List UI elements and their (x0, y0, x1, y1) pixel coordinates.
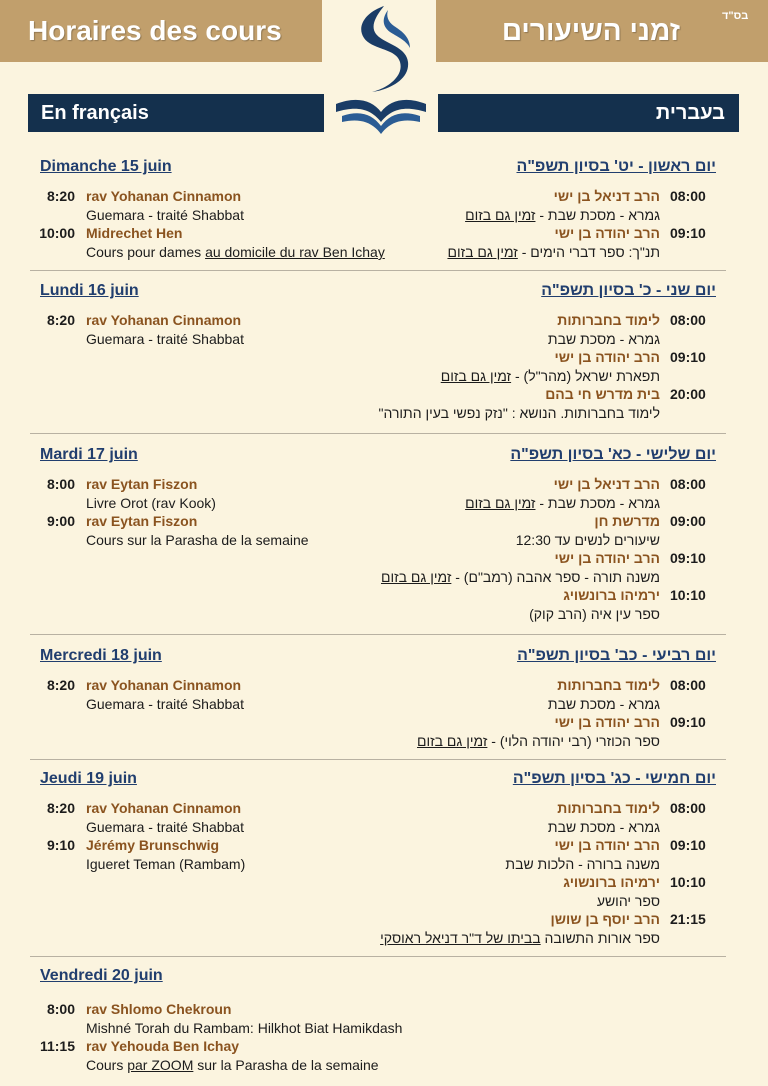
course-desc: Guemara - traité Shabbat (86, 696, 244, 712)
header-title-fr: Horaires des cours (0, 0, 322, 62)
course-time: 08:00 (670, 476, 706, 492)
course-desc: Mishné Torah du Rambam: Hilkhot Biat Hamikdash (86, 1020, 403, 1036)
course-time: 8:20 (46, 312, 75, 328)
course-time: 08:00 (670, 677, 706, 693)
course-teacher: הרב יהודה בן ישי (554, 714, 660, 730)
course-time: 9:00 (46, 513, 75, 529)
course-time: 09:10 (670, 714, 706, 730)
day-title-fr: Mardi 17 juin (40, 446, 138, 463)
course-teacher: בית מדרש חי בהם (545, 386, 660, 402)
course-desc: Cours sur la Parasha de la semaine (86, 532, 309, 548)
course-desc: ספר אורות התשובה בביתו של ד"ר דניאל ראוסקי (380, 930, 660, 946)
course-time: 9:10 (46, 837, 75, 853)
zoom-link[interactable]: זמין גם בזום (465, 207, 536, 223)
day-block-monday (0, 282, 768, 432)
course-time: 8:20 (46, 800, 75, 816)
day-title-fr: Vendredi 20 juin (40, 967, 163, 984)
course-teacher: rav Shlomo Chekroun (86, 1001, 232, 1017)
course-desc: תנ"ך: ספר דברי הימים - זמין גם בזום (447, 244, 660, 260)
logo-icon (326, 0, 436, 140)
lang-bar-he: בעברית (438, 94, 739, 132)
zoom-link[interactable]: זמין גם בזום (380, 569, 452, 585)
course-time: 8:20 (46, 188, 75, 204)
course-time: 10:10 (670, 587, 706, 603)
course-time: 09:10 (670, 225, 706, 241)
course-desc: גמרא - מסכת שבת - זמין גם בזום (465, 207, 660, 223)
course-teacher: rav Eytan Fiszon (86, 513, 198, 529)
day-title-he: יום שלישי - כא' בסיון תשפ"ה (510, 446, 716, 463)
course-teacher: rav Yohanan Cinnamon (86, 677, 242, 693)
zoom-link[interactable]: זמין גם בזום (417, 733, 488, 749)
course-desc: שיעורים לנשים עד 12:30 (515, 532, 660, 548)
day-block-tuesday (0, 446, 768, 632)
day-title-fr: Dimanche 15 juin (40, 158, 172, 175)
course-teacher: לימוד בחברותות (557, 312, 660, 328)
course-time: 08:00 (670, 312, 706, 328)
course-teacher: הרב יוסף בן שושן (550, 911, 660, 927)
course-teacher: rav Yehouda Ben Ichay (86, 1038, 240, 1054)
day-title-fr: Lundi 16 juin (40, 282, 139, 299)
course-time: 8:20 (46, 677, 75, 693)
course-time: 10:00 (39, 225, 75, 241)
zoom-link[interactable]: זמין גם בזום (447, 244, 518, 260)
course-desc: גמרא - מסכת שבת (547, 696, 660, 712)
course-desc: Livre Orot (rav Kook) (86, 495, 216, 511)
course-desc: Cours pour dames au domicile du rav Ben Ichay (86, 244, 385, 260)
course-time: 20:00 (670, 386, 706, 402)
course-desc: גמרא - מסכת שבת (547, 331, 660, 347)
course-teacher: הרב יהודה בן ישי (554, 550, 660, 566)
course-time: 8:00 (46, 1001, 75, 1017)
day-block-wednesday (0, 647, 768, 757)
day-block-friday (0, 967, 768, 1082)
zoom-link[interactable]: זמין גם בזום (465, 495, 536, 511)
course-teacher: rav Yohanan Cinnamon (86, 188, 242, 204)
zoom-link[interactable]: זמין גם בזום (440, 368, 512, 384)
course-teacher: לימוד בחברותות (557, 800, 660, 816)
course-teacher: הרב דניאל בן ישי (553, 188, 660, 204)
course-time: 08:00 (670, 800, 706, 816)
course-teacher: Jérémy Brunschwig (86, 837, 220, 853)
course-teacher: rav Yohanan Cinnamon (86, 312, 242, 328)
course-teacher: rav Eytan Fiszon (86, 476, 198, 492)
lang-bar-fr: En français (28, 94, 324, 132)
course-desc: Cours par ZOOM sur la Parasha de la semaine (86, 1057, 379, 1073)
course-desc: תפארת ישראל (מהר"ל) - זמין גם בזום (440, 368, 660, 384)
course-teacher: הרב יהודה בן ישי (554, 837, 660, 853)
course-teacher: הרב יהודה בן ישי (554, 225, 660, 241)
course-time: 8:00 (46, 476, 75, 492)
course-time: 09:10 (670, 550, 706, 566)
course-time: 09:00 (670, 513, 706, 529)
day-block-sunday (0, 158, 768, 270)
location-link[interactable]: au domicile du rav Ben Ichay (205, 244, 385, 260)
day-title-he: יום שני - כ' בסיון תשפ"ה (541, 282, 716, 299)
course-time: 08:00 (670, 188, 706, 204)
course-teacher: הרב יהודה בן ישי (554, 349, 660, 365)
course-desc: ספר יהושע (596, 893, 660, 909)
course-desc: לימוד בחברותות. הנושא : "נזק נפשי בעין התורה" (378, 405, 660, 421)
course-desc: Guemara - traité Shabbat (86, 331, 244, 347)
course-time: 21:15 (670, 911, 706, 927)
divider (30, 956, 726, 957)
course-desc: ספר עין איה (הרב קוק) (529, 606, 660, 622)
header-title-he: זמני השיעורים (436, 0, 768, 62)
course-desc: גמרא - מסכת שבת - זמין גם בזום (465, 495, 660, 511)
course-desc: Guemara - traité Shabbat (86, 819, 244, 835)
course-teacher: rav Yohanan Cinnamon (86, 800, 242, 816)
course-time: 10:10 (670, 874, 706, 890)
course-teacher: הרב דניאל בן ישי (553, 476, 660, 492)
day-title-he: יום רביעי - כב' בסיון תשפ"ה (517, 647, 716, 664)
day-block-thursday (0, 770, 768, 956)
bsd-mark: בס"ד (722, 10, 749, 22)
location-link[interactable]: בביתו של ד"ר דניאל ראוסקי (380, 930, 541, 946)
course-time: 09:10 (670, 349, 706, 365)
course-teacher: לימוד בחברותות (557, 677, 660, 693)
day-title-fr: Mercredi 18 juin (40, 647, 162, 664)
course-desc: משנה תורה - ספר אהבה (רמב"ם) - זמין גם בזום (380, 569, 660, 585)
course-desc: ספר הכוזרי (רבי יהודה הלוי) - זמין גם בזום (417, 733, 660, 749)
course-teacher: Midrechet Hen (86, 225, 183, 241)
day-title-he: יום חמישי - כג' בסיון תשפ"ה (512, 770, 716, 787)
day-title-fr: Jeudi 19 juin (40, 770, 137, 787)
divider (30, 270, 726, 271)
divider (30, 634, 726, 635)
course-time: 11:15 (39, 1038, 75, 1054)
course-desc: גמרא - מסכת שבת (547, 819, 660, 835)
course-teacher: ירמיהו ברונשויג (563, 587, 660, 603)
course-teacher: מדרשת חן (594, 513, 660, 529)
divider (30, 433, 726, 434)
day-title-he: יום ראשון - יט' בסיון תשפ"ה (516, 158, 716, 175)
course-time: 09:10 (670, 837, 706, 853)
course-desc: משנה ברורה - הלכות שבת (505, 856, 660, 872)
divider (30, 759, 726, 760)
zoom-link[interactable]: par ZOOM (127, 1057, 194, 1073)
course-desc: Guemara - traité Shabbat (86, 207, 244, 223)
course-desc: Igueret Teman (Rambam) (86, 856, 246, 872)
course-teacher: ירמיהו ברונשויג (563, 874, 660, 890)
